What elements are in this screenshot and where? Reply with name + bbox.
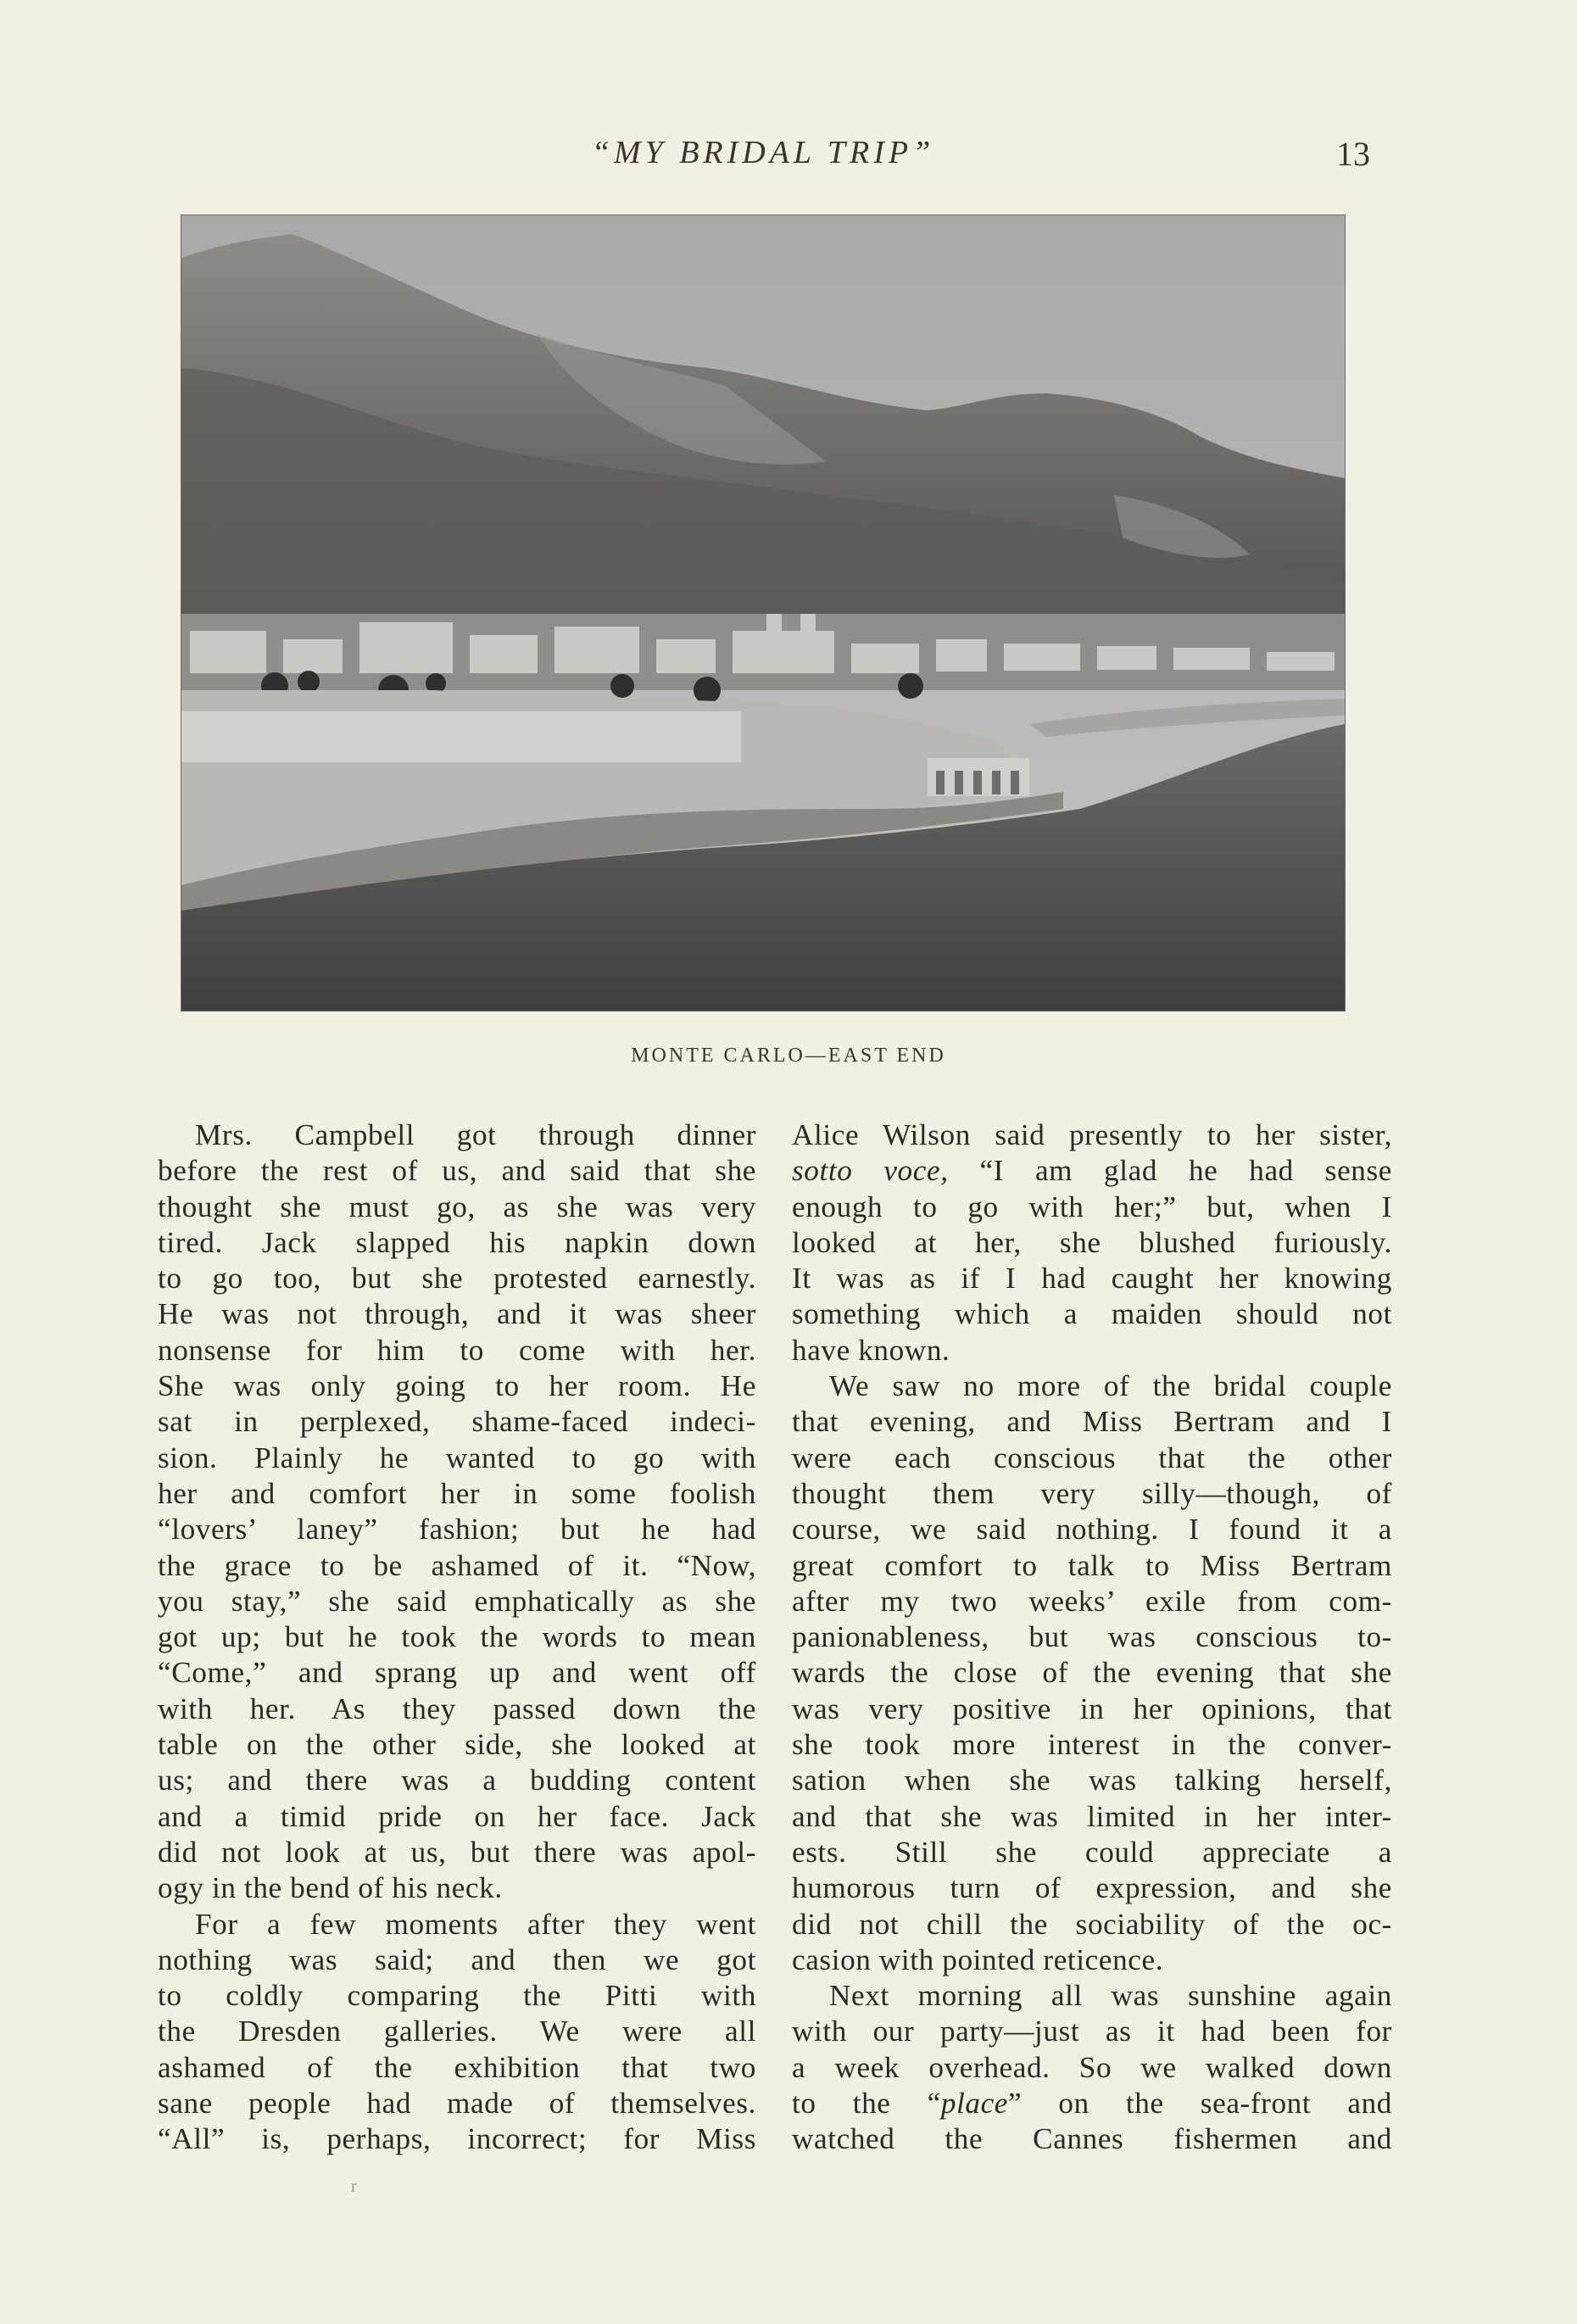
right-paragraph-2 xyxy=(792,1368,1392,1978)
italic-phrase: sotto voce, xyxy=(792,1154,949,1188)
text-line: she took more interest in the conver- xyxy=(792,1728,1392,1762)
text-line: ogy in the bend of his neck. xyxy=(158,1871,503,1905)
text-line: got up; but he took the words to mean xyxy=(158,1620,756,1654)
text-line: you stay,” she said emphatically as she xyxy=(158,1584,756,1618)
text-line: and a timid pride on her face. Jack xyxy=(158,1799,756,1833)
text-line: We saw no more of the bridal couple xyxy=(829,1369,1392,1403)
text-line: Next morning all was sunshine again xyxy=(829,1979,1392,2013)
text-line: great comfort to talk to Miss Bertram xyxy=(792,1548,1392,1582)
text-line: looked at her, she blushed furiously. xyxy=(792,1225,1392,1259)
text-line: “Come,” and sprang up and went off xyxy=(158,1656,756,1690)
text-line: thought them very silly—though, of xyxy=(792,1476,1392,1510)
text-line: to coldly comparing the Pitti with xyxy=(158,1979,756,2013)
left-paragraph-2 xyxy=(158,1907,756,2158)
text-line: have known. xyxy=(792,1333,950,1367)
text-line: and that she was limited in her inter- xyxy=(792,1799,1392,1833)
text-line: sane people had made of themselves. xyxy=(158,2087,756,2121)
text-line: us; and there was a budding content xyxy=(158,1764,756,1797)
text-line: a week overhead. So we walked down xyxy=(792,2050,1392,2084)
text-line: the grace to be ashamed of it. “Now, xyxy=(158,1548,756,1582)
text-line: humorous turn of expression, and she xyxy=(792,1871,1392,1905)
photo-terrace-wall xyxy=(181,711,741,762)
text-line: course, we said nothing. I found it a xyxy=(792,1513,1392,1547)
text-line: “lovers’ laney” fashion; but he had xyxy=(158,1513,756,1547)
text-line: He was not through, and it was sheer xyxy=(158,1297,756,1331)
pencil-mark: r xyxy=(351,2177,357,2196)
text-line: It was as if I had caught her knowing xyxy=(792,1262,1392,1296)
text-line: sion. Plainly he wanted to go with xyxy=(158,1441,756,1474)
text-line: She was only going to her room. He xyxy=(158,1369,756,1403)
right-paragraph-3 xyxy=(792,1978,1392,2157)
text-line: nothing was said; and then we got xyxy=(158,1942,756,1976)
text-line: For a few moments after they went xyxy=(195,1907,756,1941)
text-line: with her. As they passed down the xyxy=(158,1691,756,1725)
page-number: 13 xyxy=(1336,135,1370,173)
text-line: casion with pointed reticence. xyxy=(792,1942,1164,1976)
text-line: ashamed of the exhibition that two xyxy=(158,2050,756,2084)
text-fragment: to the “ xyxy=(792,2087,941,2121)
italic-word: place xyxy=(940,2087,1009,2121)
text-line: thought she must go, as she was very xyxy=(158,1190,756,1223)
text-line: sation when she was talking herself, xyxy=(792,1764,1392,1797)
running-head xyxy=(0,134,1577,185)
text-line: panionableness, but was conscious to- xyxy=(792,1620,1392,1654)
text-line: was very positive in her opinions, that xyxy=(792,1691,1392,1725)
text-line: “All” is, perhaps, incorrect; for Miss xyxy=(158,2122,756,2156)
text-line: before the rest of us, and said that she xyxy=(158,1154,756,1188)
right-paragraph-1 xyxy=(792,1117,1392,1368)
text-line: table on the other side, she looked at xyxy=(158,1728,756,1762)
text-line: tired. Jack slapped his napkin down xyxy=(158,1225,756,1259)
text-line xyxy=(792,2086,1392,2121)
text-line: did not look at us, but there was apol- xyxy=(158,1835,756,1869)
text-line xyxy=(792,1153,1392,1189)
text-line: were each conscious that the other xyxy=(792,1441,1392,1474)
text-line: that evening, and Miss Bertram and I xyxy=(792,1405,1392,1439)
left-paragraph-1 xyxy=(158,1117,756,1907)
plate-caption: MONTE CARLO—EAST END xyxy=(631,1045,946,1067)
text-line: after my two weeks’ exile from com- xyxy=(792,1584,1392,1618)
right-column xyxy=(792,1117,1392,2158)
text-line: sat in perplexed, shame-faced indeci- xyxy=(158,1405,756,1439)
left-column xyxy=(158,1117,756,2158)
text-line: Alice Wilson said presently to her sister, xyxy=(792,1118,1392,1151)
text-line: nonsense for him to come with her. xyxy=(158,1333,756,1367)
text-line: Mrs. Campbell got through dinner xyxy=(195,1118,756,1151)
text-line: wards the close of the evening that she xyxy=(792,1656,1392,1690)
text-line: the Dresden galleries. We were all xyxy=(158,2015,756,2048)
text-line: enough to go with her;” but, when I xyxy=(792,1190,1392,1223)
text-line: ests. Still she could appreciate a xyxy=(792,1835,1392,1869)
text-line: to go too, but she protested earnestly. xyxy=(158,1262,756,1296)
text-fragment: ” on the sea-front and xyxy=(1008,2087,1392,2121)
text-line: did not chill the sociability of the oc- xyxy=(792,1907,1392,1941)
monte-carlo-photograph xyxy=(181,215,1345,1011)
text-line: her and comfort her in some foolish xyxy=(158,1476,756,1510)
photograph-illustration xyxy=(181,215,1345,1011)
running-title: “MY BRIDAL TRIP” xyxy=(591,135,935,170)
text-line: with our party—just as it had been for xyxy=(792,2015,1392,2048)
text-line: watched the Cannes fishermen and xyxy=(792,2122,1392,2156)
text-fragment: “I am glad he had sense xyxy=(948,1154,1392,1188)
text-line: something which a maiden should not xyxy=(792,1297,1392,1331)
